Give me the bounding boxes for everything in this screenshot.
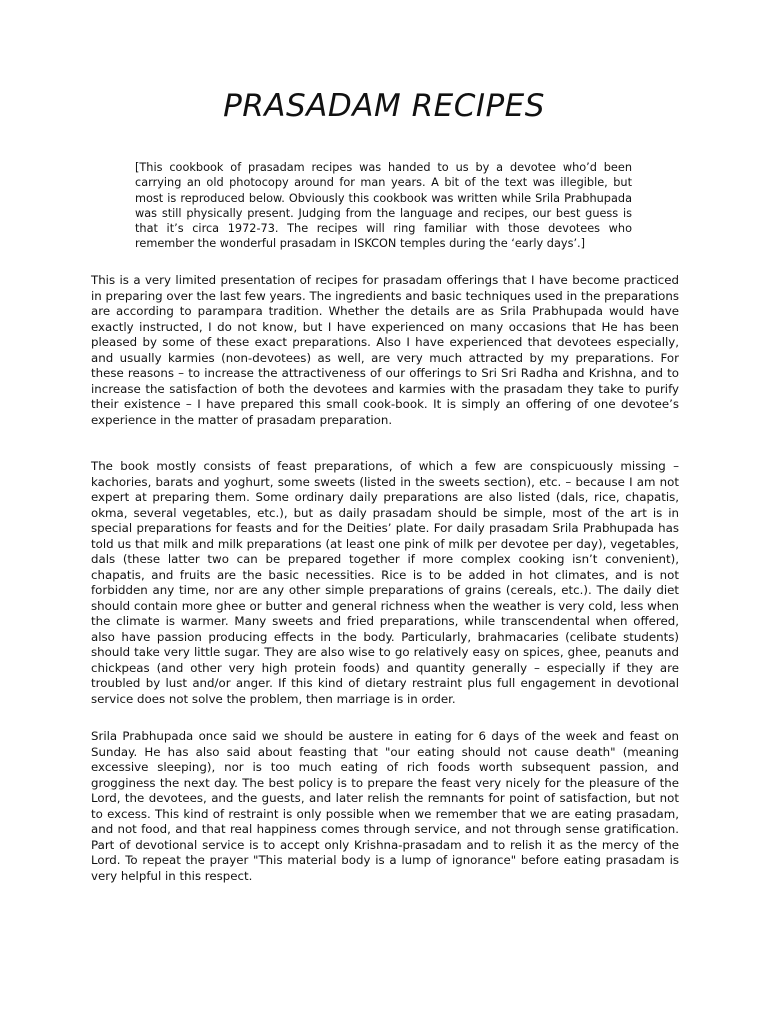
body-paragraph-2: The book mostly consists of feast preparations, of which a few are conspicuously missing – kachories, barats and yoghurt, some sweets (listed in the sweets section), etc. – because I am not expert at preparing them. Some ordinary daily preparations are also listed (dals, rice, chapatis, okma, several vegetables, etc.), but as daily prasadam should be simple, most of the art is in special preparations for feasts and for the Deities’ plate. For daily prasadam Srila Prabhupada has told us that milk and milk preparations (at least one pink of milk per devotee per day), vegetables, dals (these latter two can be prepared together if more complex cooking isn’t convenient), chapatis, and fruits are the basic necessities. Rice is to be added in hot climates, and is not forbidden any time, nor are any other simple preparations of grains (cereals, etc.). The daily diet should contain more ghee or butter and general richness when the weather is very cold, less when the climate is warmer. Many sweets and fried preparations, while transcendental when offered, also have passion producing effects in the body. Particularly, brahmacaries (celibate students) should take very little sugar. They are also wise to go relatively easy on spices, ghee, peanuts and chickpeas (and other very high protein foods) and quantity generally – especially if they are troubled by lust and/or anger. If this kind of dietary restraint plus full engagement in devotional service does not solve the problem, then marriage is in order. (91, 459, 679, 706)
body-paragraph-3: Srila Prabhupada once said we should be austere in eating for 6 days of the week and feast on Sunday. He has also said about feasting that "our eating should not cause death" (meaning excessive sleeping), nor is too much eating of rich foods worth subsequent passion, and grogginess the next day. The best policy is to prepare the feast very nicely for the pleasure of the Lord, the devotees, and the guests, and later relish the remnants for point of satisfaction, but not to excess. This kind of restraint is only possible when we remember that we are eating prasadam, and not food, and that real happiness comes through service, and not through sense gratification. Part of devotional service is to accept only Krishna-prasadam and to relish it as the mercy of the Lord. To repeat the prayer "This material body is a lump of ignorance" before eating prasadam is very helpful in this respect. (91, 729, 679, 883)
body-paragraph-1: This is a very limited presentation of recipes for prasadam offerings that I have become practiced in preparing over the last few years. The ingredients and basic techniques used in the preparations are according to parampara tradition. Whether the details are as Srila Prabhupada would have exactly instructed, I do not know, but I have experienced on many occasions that He has been pleased by some of these exact preparations. Also I have experienced that devotees especially, and usually karmies (non-devotees) as well, are very much attracted by my preparations. For these reasons – to increase the attractiveness of our offerings to Sri Sri Radha and Krishna, and to increase the satisfaction of both the devotees and karmies with the prasadam they take to purify their existence – I have prepared this small cook-book. It is simply an offering of one devotee’s experience in the matter of prasadam preparation. (91, 273, 679, 427)
page-title: PRASADAM RECIPES (223, 88, 545, 124)
editor-note: [This cookbook of prasadam recipes was handed to us by a devotee who’d been carrying an old photocopy around for man years. A bit of the text was illegible, but most is reproduced below. Obviously this cookbook was written while Srila Prabhupada was still physically present. Judging from the language and recipes, our best guess is that it’s circa 1972-73. The recipes will ring familiar with those devotees who remember the wonderful prasadam in ISKCON temples during the ‘early days’.] (135, 161, 632, 251)
